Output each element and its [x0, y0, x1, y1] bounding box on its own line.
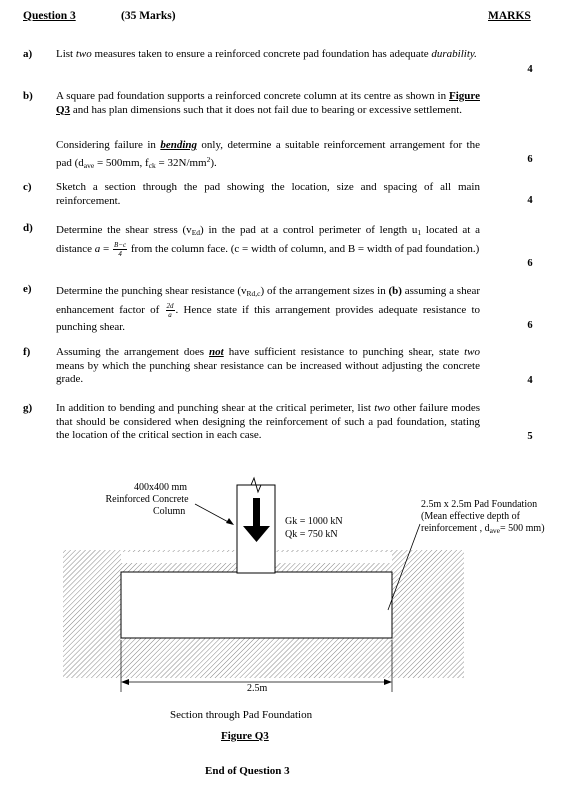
part-b-text-2: Considering failure in bending only, determine a suitable reinforcement arrangement for the pad ($d_{ave} = 500mm$, $f_{ck} = 32N/mm^2$).: [56, 139, 480, 170]
dimension-label: 2.5m: [247, 683, 268, 694]
part-g-text: In addition to bending and punching shear at the critical perimeter, list two other failure modes that should be considered when designing the reinforcement of such a pad foundation, stating the location of the critical section in each case.: [56, 402, 480, 441]
figure-title: Figure Q3: [221, 730, 269, 742]
question-marks-total: (35 Marks): [121, 10, 176, 22]
part-c-mark: 4: [527, 195, 533, 206]
column-word-label: Column: [153, 506, 186, 517]
column-leader: [195, 504, 232, 524]
part-f-mark: 4: [527, 375, 533, 386]
pad-reinforcement-label: reinforcement , $d_{ave}= 500$ mm): [421, 523, 545, 535]
pad-foundation: [121, 572, 392, 638]
pad-foundation-figure: [0, 462, 567, 692]
column-leader-arrow: [226, 518, 234, 525]
part-g-mark: 5: [527, 431, 533, 442]
dimension-arrow-right: [384, 679, 392, 685]
part-label-e: e): [23, 283, 32, 295]
part-b-text-1: A square pad foundation supports a reinforced concrete column at its centre as shown in Figure Q3 and has plan dimensions such that it does not fail due to bearing or excessive settlement.: [56, 90, 480, 116]
part-label-c: c): [23, 181, 32, 193]
load-qk-label: Qk = 750 kN: [285, 529, 338, 540]
part-d-text: Determine the shear stress $(v_{Ed})$ in the pad at a control perimeter of length $u_1$ located at a distance a = $\frac{B-c}{4}$ from the column face. (c = width of column, and B = width of pad foundation.): [56, 224, 480, 258]
part-label-a: a): [23, 48, 33, 60]
part-e-text: Determine the punching shear resistance $(v_{Rd,c})$ of the arrangement sizes in (b) assuming a shear enhancement factor of $\frac{2d}{a}$ . Hence state if this arrangement provides adequate resistance to punching shear.: [56, 285, 481, 334]
figure-caption: Section through Pad Foundation: [170, 709, 313, 721]
part-label-g: g): [23, 402, 33, 414]
part-a-mark: 4: [527, 64, 533, 75]
column-type-label: Reinforced Concrete: [105, 494, 189, 505]
column-size-label: 400x400 mm: [133, 482, 188, 493]
part-label-f: f): [23, 346, 31, 358]
part-f-text: Assuming the arrangement does not have sufficient resistance to punching shear, state two means by which the punching shear resistance can be increased without adjusting the concrete grade.: [56, 346, 480, 385]
question-title: Question 3: [23, 10, 76, 22]
fraction-enhancement: $\frac{2d}{a}$: [166, 302, 174, 319]
dimension-arrow-left: [121, 679, 129, 685]
part-d-mark: 6: [527, 258, 533, 269]
part-label-b: b): [23, 90, 33, 102]
part-b-mark: 6: [527, 154, 533, 165]
part-label-d: d): [23, 222, 33, 234]
part-a-text: List two measures taken to ensure a reinforced concrete pad foundation has adequate durability.: [56, 48, 477, 60]
pad-size-label: 2.5m x 2.5m Pad Foundation: [421, 499, 538, 510]
load-gk-label: Gk = 1000 kN: [285, 516, 343, 527]
part-e-mark: 6: [527, 320, 533, 331]
fraction-a: $\frac{B-c}{4}$: [114, 241, 127, 258]
marks-column-header: MARKS: [488, 10, 531, 22]
part-c-text: Sketch a section through the pad showing the location, size and spacing of all main reinforcement.: [56, 181, 480, 207]
end-of-question: End of Question 3: [205, 765, 290, 777]
pad-depth-label: (Mean effective depth of: [421, 511, 520, 522]
load-arrow-shaft: [253, 498, 260, 528]
